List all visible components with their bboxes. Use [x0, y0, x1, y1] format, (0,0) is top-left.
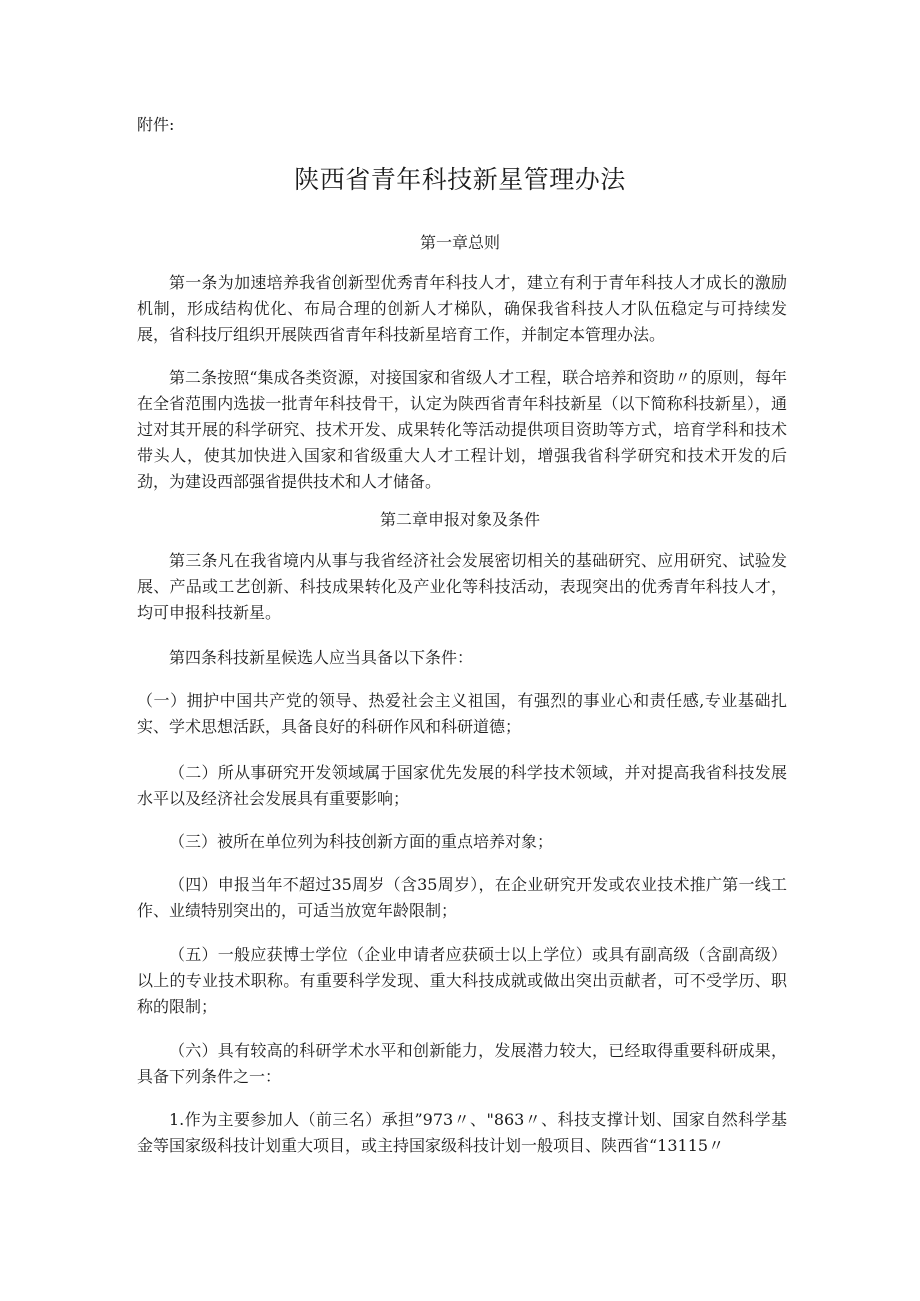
condition-1: （一）拥护中国共产党的领导、热爱社会主义祖国，有强烈的事业心和责任感,专业基础扎实、学术思想活跃，具备良好的科研作风和科研道德； [137, 691, 787, 736]
attachment-label: 附件: [137, 115, 175, 134]
article-1: 第一条为加速培养我省创新型优秀青年科技人才，建立有利于青年科技人才成长的激励机制，形成结构优化、布局合理的创新人才梯队，确保我省科技人才队伍稳定与可持续发展，省科技厅组织开展陕西省青年科技新星培育工作，并制定本管理办法。 [137, 273, 787, 344]
condition-6: （六）具有较高的科研学术水平和创新能力，发展潜力较大，已经取得重要科研成果，具备下列条件之一： [137, 1041, 787, 1086]
condition-4: （四）申报当年不超过35周岁（含35周岁），在企业研究开发或农业技术推广第一线工作、业绩特别突出的，可适当放宽年龄限制； [137, 875, 787, 920]
list-item-1: 1.作为主要参加人（前三名）承担”973〃、"863〃、科技支撑计划、国家自然科学基金等国家级科技计划重大项目，或主持国家级科技计划一般项目、陕西省“13115〃 [137, 1110, 787, 1155]
condition-5: （五）一般应获博士学位（企业申请者应获硕士以上学位）或具有副高级（含副高级）以上的专业技术职称。有重要科学发现、重大科技成就或做出突出贡献者，可不受学历、职称的限制； [137, 945, 787, 1016]
article-3: 第三条凡在我省境内从事与我省经济社会发展密切相关的基础研究、应用研究、试验发展、产品或工艺创新、科技成果转化及产业化等科技活动，表现突出的优秀青年科技人才，均可申报科技新星。 [137, 551, 787, 622]
condition-3: （三）被所在单位列为科技创新方面的重点培养对象； [169, 832, 554, 851]
article-4: 第四条科技新星候选人应当具备以下条件： [169, 648, 474, 667]
chapter-heading-1: 第一章总则 [419, 233, 500, 252]
document-title: 陕西省青年科技新星管理办法 [294, 165, 626, 194]
chapter-heading-2: 第二章申报对象及条件 [379, 510, 540, 529]
article-2: 第二条按照“集成各类资源，对接国家和省级人才工程，联合培养和资助〃的原则，每年在全省范围内选拔一批青年科技骨干，认定为陕西省青年科技新星（以下简称科技新星），通过对其开展的科学研究、技术开发、成果转化等活动提供项目资助等方式，培育学科和技术带头人，使其加快进入国家和省级重大人才工程计划，增强我省科学研究和技术开发的后劲，为建设西部强省提供技术和人才储备。 [137, 368, 787, 491]
condition-2: （二）所从事研究开发领域属于国家优先发展的科学技术领域，并对提高我省科技发展水平以及经济社会发展具有重要影响； [137, 763, 787, 808]
